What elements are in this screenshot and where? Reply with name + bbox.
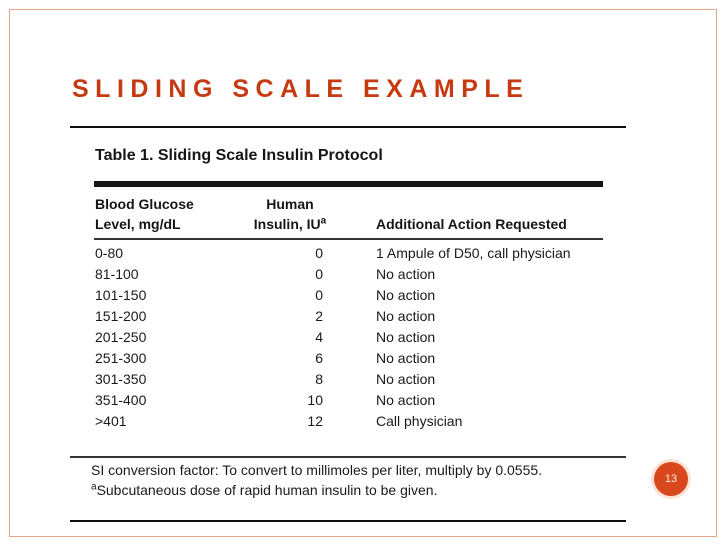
table-footnotes [91, 460, 542, 500]
insulin-dose-cell: 0 [315, 245, 323, 261]
table-caption: Table 1. Sliding Scale Insulin Protocol [95, 147, 383, 164]
insulin-dose-cell: 12 [307, 413, 323, 429]
glucose-level-cell: 251-300 [95, 350, 147, 366]
conversion-footnote: SI conversion factor: To convert to millimoles per liter, multiply by 0.0555. [91, 462, 543, 478]
action-cell: No action [376, 329, 436, 345]
glucose-level-cell: 101-150 [95, 287, 147, 303]
figure-top-rule [70, 126, 626, 128]
caption-rule [94, 181, 603, 187]
glucose-level-cell: 151-200 [95, 308, 147, 324]
table-row [95, 243, 615, 264]
slide-title: SLIDING SCALE EXAMPLE [72, 75, 530, 103]
column-header-insulin-line2: Insulin, IU [253, 216, 321, 232]
insulin-dose-cell: 4 [315, 329, 323, 345]
glucose-level-cell: 81-100 [95, 266, 139, 282]
table-row [95, 348, 615, 369]
column-header-glucose-line1: Blood Glucose [95, 196, 194, 212]
glucose-level-cell: >401 [95, 413, 127, 429]
column-header-insulin-line2-wrap [245, 214, 335, 234]
insulin-dose-cell: 8 [315, 371, 323, 387]
action-cell: No action [376, 287, 436, 303]
action-cell: No action [376, 266, 436, 282]
insulin-dose-cell: 10 [307, 392, 323, 408]
table-row [95, 411, 615, 432]
column-header-glucose-level [95, 194, 194, 234]
page-number-badge: 13 [654, 462, 688, 496]
header-rule [94, 238, 603, 240]
footnote-marker-insulin: a [320, 215, 327, 227]
insulin-dose-cell: 0 [315, 287, 323, 303]
column-header-glucose-line2: Level, mg/dL [95, 216, 181, 232]
table-body [95, 243, 615, 432]
dose-footnote-wrap [91, 480, 542, 500]
action-cell: 1 Ampule of D50, call physician [376, 245, 571, 261]
table-row [95, 327, 615, 348]
action-cell: No action [376, 371, 436, 387]
table-row [95, 306, 615, 327]
table-row [95, 285, 615, 306]
column-header-action: Additional Action Requested [376, 216, 567, 232]
table-row [95, 369, 615, 390]
action-cell: Call physician [376, 413, 463, 429]
column-header-insulin [245, 194, 335, 234]
footnote-marker: a [91, 481, 97, 493]
insulin-dose-cell: 0 [315, 266, 323, 282]
action-cell: No action [376, 392, 436, 408]
glucose-level-cell: 351-400 [95, 392, 147, 408]
figure-bottom-rule [70, 520, 626, 522]
action-cell: No action [376, 350, 436, 366]
insulin-dose-cell: 6 [315, 350, 323, 366]
action-cell: No action [376, 308, 436, 324]
insulin-dose-cell: 2 [315, 308, 323, 324]
table-row [95, 390, 615, 411]
glucose-level-cell: 201-250 [95, 329, 147, 345]
glucose-level-cell: 301-350 [95, 371, 147, 387]
dose-footnote: Subcutaneous dose of rapid human insulin to be given. [96, 482, 438, 498]
glucose-level-cell: 0-80 [95, 245, 124, 261]
table-row [95, 264, 615, 285]
insulin-table-figure [70, 126, 626, 522]
footnote-rule [70, 456, 626, 458]
column-header-insulin-line1: Human [266, 196, 314, 212]
